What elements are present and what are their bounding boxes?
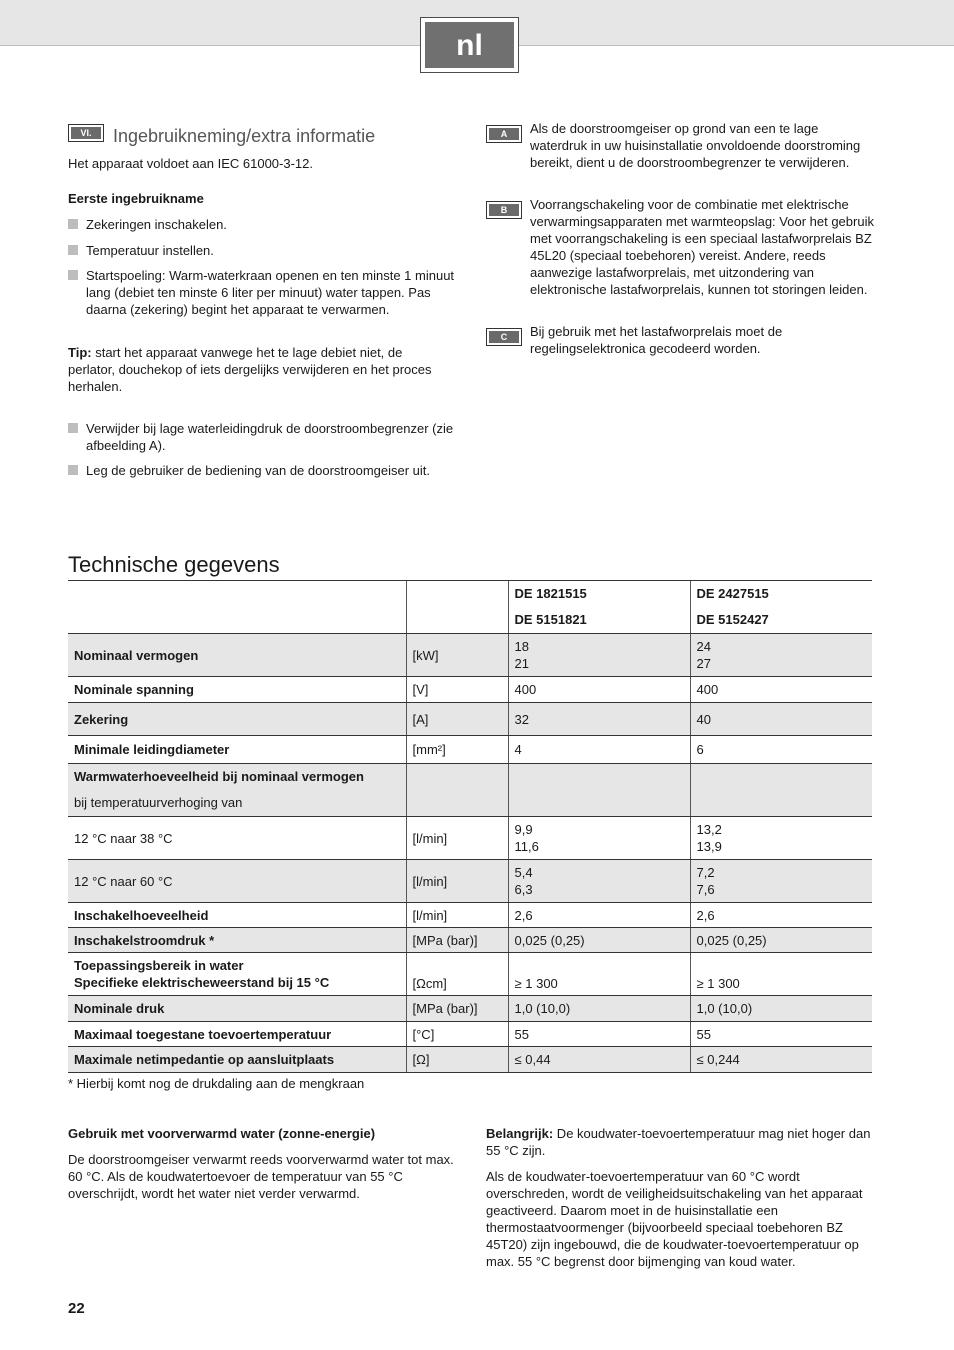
bullet-square-icon	[68, 423, 78, 433]
table-row	[68, 703, 872, 736]
row-unit: [Ωcm]	[406, 953, 508, 996]
row-label: Nominaal vermogen	[68, 634, 406, 677]
language-code: nl	[425, 22, 514, 68]
table-row	[68, 860, 872, 903]
list-item	[68, 420, 458, 454]
important-paragraph	[486, 1125, 872, 1159]
value-cell: 40	[690, 703, 872, 736]
tip-text: start het apparaat vanwege het te lage debiet niet, de perlator, douchekop of iets dergelijks verwijderen en het proces herhalen.	[68, 345, 432, 394]
table-row	[68, 581, 872, 634]
note-text: Voorrangschakeling voor de combinatie met elektrische verwarmingsapparaten met warmteopslag: Voor het gebruik met voorrangschakeling is een speciaal lastafworprelais BZ 45L20 (speciaal toebehoren) vereist. Andere, reeds aanwezige lastafworprelais, met uitzondering van elektronische lastafworprelais, kunnen tot storingen leiden.	[530, 197, 874, 297]
row-unit: [MPa (bar)]	[406, 996, 508, 1022]
value-cell: 400	[690, 677, 872, 703]
value-cell: 400	[508, 677, 690, 703]
row-unit: [V]	[406, 677, 508, 703]
list-item-text: Startspoeling: Warm-waterkraan openen en ten minste 1 minuut lang (debiet ten minste 6 liter per minuut) water tappen. Pas daarna (zekering) begint het apparaat te verwarmen.	[86, 268, 455, 317]
row-label: Toepassingsbereik in water Specifieke elektrischeweerstand bij 15 °C	[68, 953, 406, 996]
bullet-square-icon	[68, 219, 78, 229]
row-label: Nominale druk	[68, 996, 406, 1022]
row-label: Zekering	[68, 703, 406, 736]
page-number: 22	[68, 1300, 85, 1317]
value-cell: 6	[690, 736, 872, 764]
value-cell: 18 21	[508, 634, 690, 677]
value-cell: ≥ 1 300	[508, 953, 690, 996]
table-row	[68, 1047, 872, 1073]
row-label: Maximaal toegestane toevoertemperatuur	[68, 1022, 406, 1047]
tech-title: Technische gegevens	[68, 552, 280, 577]
model-header: DE 2427515 DE 5152427	[690, 581, 872, 634]
solar-heading: Gebruik met voorverwarmd water (zonne-energie)	[68, 1126, 376, 1141]
value-cell: 0,025 (0,25)	[508, 928, 690, 953]
list-item	[68, 242, 458, 259]
value-cell: 55	[690, 1022, 872, 1047]
note-tag: B	[486, 201, 522, 219]
note-a	[486, 120, 876, 190]
row-unit: [Ω]	[406, 1047, 508, 1073]
list-item-text: Zekeringen inschakelen.	[86, 217, 227, 232]
table-row	[68, 817, 872, 860]
tech-table	[68, 580, 872, 1073]
list-item	[68, 216, 458, 233]
table-cell	[508, 764, 690, 817]
table-row	[68, 677, 872, 703]
note-text: Bij gebruik met het lastafworprelais moet de regelingselektronica gecodeerd worden.	[530, 324, 783, 356]
section-title: Ingebruikneming/extra informatie	[113, 126, 376, 146]
value-cell: ≥ 1 300	[690, 953, 872, 996]
row-unit: [l/min]	[406, 817, 508, 860]
table-footnote: * Hierbij komt nog de drukdaling aan de mengkraan	[68, 1076, 365, 1091]
table-row	[68, 928, 872, 953]
note-text: Als de doorstroomgeiser op grond van een te lage waterdruk in uw huisinstallatie onvoldoende doorstroming bereikt, dient u de doorstroombegrenzer te verwijderen.	[530, 121, 861, 170]
list-item	[68, 462, 458, 479]
value-cell: ≤ 0,44	[508, 1047, 690, 1073]
row-unit: [MPa (bar)]	[406, 928, 508, 953]
table-row	[68, 736, 872, 764]
value-cell: 1,0 (10,0)	[508, 996, 690, 1022]
list-item-text: Temperatuur instellen.	[86, 243, 214, 258]
section-tag: VI.	[68, 124, 104, 142]
value-cell: 1,0 (10,0)	[690, 996, 872, 1022]
table-cell	[406, 764, 508, 817]
table-row	[68, 764, 872, 817]
value-cell: 4	[508, 736, 690, 764]
note-tag: C	[486, 328, 522, 346]
table-row	[68, 903, 872, 928]
row-label: Nominale spanning	[68, 677, 406, 703]
first-use-heading: Eerste ingebruikname	[68, 191, 204, 206]
bullet-square-icon	[68, 465, 78, 475]
row-label: 12 °C naar 60 °C	[68, 860, 406, 903]
note-c	[486, 323, 876, 359]
value-cell: 13,2 13,9	[690, 817, 872, 860]
row-label: Warmwaterhoeveelheid bij nominaal vermogen bij temperatuurverhoging van	[68, 764, 406, 817]
row-label: Inschakelhoeveelheid	[68, 903, 406, 928]
bullet-square-icon	[68, 245, 78, 255]
table-cell	[690, 764, 872, 817]
language-badge	[420, 17, 519, 73]
table-cell	[68, 581, 406, 634]
value-cell: 2,6	[690, 903, 872, 928]
tip-label: Tip:	[68, 345, 92, 360]
value-cell: 24 27	[690, 634, 872, 677]
intro-text: Het apparaat voldoet aan IEC 61000-3-12.	[68, 156, 314, 171]
table-row	[68, 1022, 872, 1047]
row-unit: [kW]	[406, 634, 508, 677]
value-cell: 2,6	[508, 903, 690, 928]
row-unit: [mm²]	[406, 736, 508, 764]
value-cell: 9,9 11,6	[508, 817, 690, 860]
important-label: Belangrijk:	[486, 1126, 554, 1141]
value-cell: 32	[508, 703, 690, 736]
tip-paragraph	[68, 344, 448, 395]
table-row	[68, 634, 872, 677]
row-unit: [l/min]	[406, 903, 508, 928]
note-tag: A	[486, 125, 522, 143]
value-cell: 7,2 7,6	[690, 860, 872, 903]
row-unit: [°C]	[406, 1022, 508, 1047]
solar-text: De doorstroomgeiser verwarmt reeds voorverwarmd water tot max. 60 °C. Als de koudwatertoevoer de temperatuur van 55 °C overschrijdt, wordt het water niet verder verwarmd.	[68, 1152, 454, 1201]
row-label: Minimale leidingdiameter	[68, 736, 406, 764]
row-label: Inschakelstroomdruk *	[68, 928, 406, 953]
row-label: 12 °C naar 38 °C	[68, 817, 406, 860]
table-cell	[406, 581, 508, 634]
important-text: De koudwater-toevoertemperatuur mag niet hoger dan 55 °C zijn.	[486, 1126, 871, 1158]
value-cell: ≤ 0,244	[690, 1047, 872, 1073]
row-label: Maximale netimpedantie op aansluitplaats	[68, 1047, 406, 1073]
model-header: DE 1821515 DE 5151821	[508, 581, 690, 634]
value-cell: 0,025 (0,25)	[690, 928, 872, 953]
table-row	[68, 996, 872, 1022]
row-unit: [A]	[406, 703, 508, 736]
list-item-text: Leg de gebruiker de bediening van de doorstroomgeiser uit.	[86, 463, 431, 478]
value-cell: 55	[508, 1022, 690, 1047]
bullet-square-icon	[68, 270, 78, 280]
table-row	[68, 953, 872, 996]
list-item-text: Verwijder bij lage waterleidingdruk de doorstroombegrenzer (zie afbeelding A).	[86, 421, 454, 453]
row-unit: [l/min]	[406, 860, 508, 903]
list-item	[68, 267, 458, 318]
note-b	[486, 196, 876, 316]
value-cell: 5,4 6,3	[508, 860, 690, 903]
solar-text-2: Als de koudwater-toevoertemperatuur van 60 °C wordt overschreden, wordt de veiligheidsuitschakeling van het apparaat geactiveerd. Daarom moet in de huisinstallatie een thermostaatvoormenger (bijvoorbeeld speciaal toebehoren BZ 45T20) zijn ingebouwd, die de koudwater-toevoertemperatuur op max. 55 °C begrenst door bijmenging van koud water.	[486, 1169, 863, 1269]
